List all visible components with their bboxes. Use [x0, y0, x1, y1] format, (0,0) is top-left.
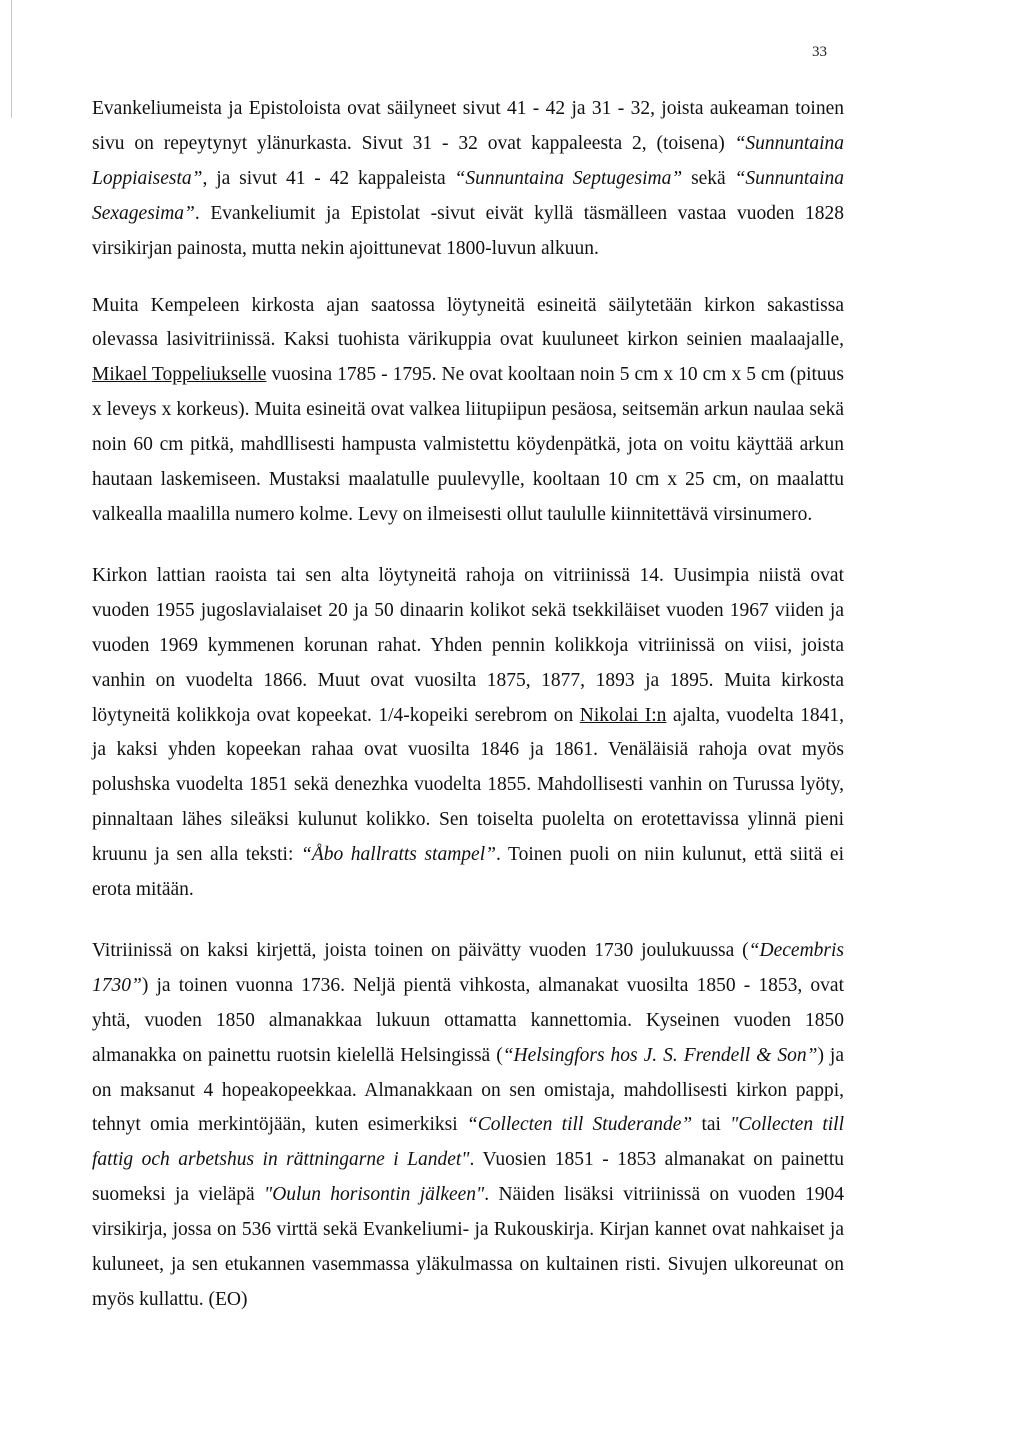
text-run: . Toinen puoli on niin kulunut, että siitä ei erota mitään. [92, 844, 844, 901]
italic-quote: “Helsingfors hos J. S. Frendell & Son” [502, 1044, 818, 1066]
text-run: tai [692, 1114, 731, 1136]
document-body [92, 92, 844, 1344]
italic-quote: "Collecten till fattig och arbetshus in rättningarne i Landet" [92, 1114, 844, 1171]
text-run: sekä [682, 167, 735, 189]
italic-quote: “Decembris 1730” [92, 939, 844, 996]
paragraph-kirjeet [92, 934, 844, 1318]
scan-margin-line [11, 0, 12, 118]
text-run: . Vuosien 1851 - 1853 almanakat on painettu suomeksi ja vieläpä [92, 1149, 844, 1206]
text-run: , ja sivut 41 - 42 kappaleista [202, 167, 455, 189]
text-run: Kirkon lattian raoista tai sen alta löytyneitä rahoja on vitriinissä 14. Uusimpia niistä ovat vuoden 1955 jugoslavialaiset 20 ja 50 dinaarin kolikot sekä tsekkiläiset vuoden 1967 viiden ja vuoden 1969 kymmenen korunan rahat. Yhden pennin kolikkoja vitriinissä on viisi, joista vanhin on vuodelta 1866. Muut ovat vuosilta 1875, 1877, 1893 ja 1895. Muita kirkosta löytyneitä kolikkoja ovat kopeekat. 1/4-kopeiki serebrom on [92, 564, 844, 726]
text-run: . Evankeliumit ja Epistolat -sivut eivät kyllä täsmälleen vastaa vuoden 1828 virsikirjan painosta, mutta nekin ajoittunevat 1800-luvun alkuun. [92, 202, 844, 259]
italic-quote: “Sunnuntaina Sexagesima” [92, 167, 844, 224]
italic-quote: “Sunnuntaina Septugesima” [454, 167, 683, 189]
link-nikolai[interactable]: Nikolai I:n [579, 704, 667, 726]
text-run: ) ja toinen vuonna 1736. Neljä pientä vihkosta, almanakat vuosilta 1850 - 1853, ovat yhtä, vuoden 1850 almanakkaa lukuun ottamatta kannettomia. Kyseinen vuoden 1850 almanakka on painettu ruotsin kielellä Helsingissä ( [92, 974, 844, 1066]
text-run: ) ja on maksanut 4 hopeakopeekkaa. Almanakkaan on sen omistaja, mahdollisesti kirkon pappi, tehnyt omia merkintöjään, kuten esimerkiksi [92, 1044, 844, 1136]
page-number: 33 [812, 44, 827, 60]
paragraph-evankeliumit [92, 92, 844, 267]
text-run: Muita Kempeleen kirkosta ajan saatossa löytyneitä esineitä säilytetään kirkon sakastissa olevassa lasivitriinissä. Kaksi tuohista värikuppia ovat kuuluneet kirkon seinien maalaajalle, [92, 294, 844, 351]
paragraph-esineet [92, 289, 844, 533]
text-run: Evankeliumeista ja Epistoloista ovat säilyneet sivut 41 - 42 ja 31 - 32, joista aukeaman toinen sivu on repeytynyt ylänurkasta. Sivut 31 - 32 ovat kappaleesta 2, (toisena) [92, 98, 844, 154]
text-run: vuosina 1785 - 1795. Ne ovat kooltaan noin 5 cm x 10 cm x 5 cm (pituus x leveys x korkeus). Muita esineitä ovat valkea liitupiipun pesäosa, seitsemän arkun naulaa sekä noin 60 cm pitkä, mahdllisesti hampusta valmistettu köydenpätkä, jota on voitu käyttää arkun hautaan laskemiseen. Mustaksi maalatulle puulevylle, kooltaan 10 cm x 25 cm, on maalattu valkealla maalilla numero kolme. Levy on ilmeisesti ollut taululle kiinnitettävä virsinumero. [92, 364, 845, 525]
text-run: Vitriinissä on kaksi kirjettä, joista toinen on päivätty vuoden 1730 joulukuussa ( [92, 939, 749, 961]
text-run: . Näiden lisäksi vitriinissä on vuoden 1904 virsikirja, jossa on 536 virttä sekä Evankeliumi- ja Rukouskirja. Kirjan kannet ovat nahkaiset ja kuluneet, ja sen etukannen vasemmassa yläkulmassa on kultainen risti. Sivujen ulkoreunat on myös kullattu. (EO) [92, 1184, 844, 1310]
paragraph-rahat [92, 559, 844, 908]
italic-quote: “Åbo hallratts stampel” [300, 844, 496, 866]
italic-quote: “Sunnuntaina Loppiaisesta” [92, 132, 844, 189]
link-mikael-toppelius[interactable]: Mikael Toppeliukselle [92, 364, 267, 386]
text-run: ajalta, vuodelta 1841, ja kaksi yhden kopeekan rahaa ovat vuosilta 1846 ja 1861. Venäläisiä rahoja ovat myös polushska vuodelta 1851 sekä denezhka vuodelta 1855. Mahdollisesti vanhin on Turussa lyöty, pinnaltaan lähes sileäksi kulunut kolikko. Sen toiselta puolelta on erotettavissa ylinnä pieni kruunu ja sen alla teksti: [92, 704, 844, 866]
italic-quote: “Collecten till Studerande” [466, 1114, 693, 1136]
italic-quote: "Oulun horisontin jälkeen" [264, 1184, 485, 1206]
